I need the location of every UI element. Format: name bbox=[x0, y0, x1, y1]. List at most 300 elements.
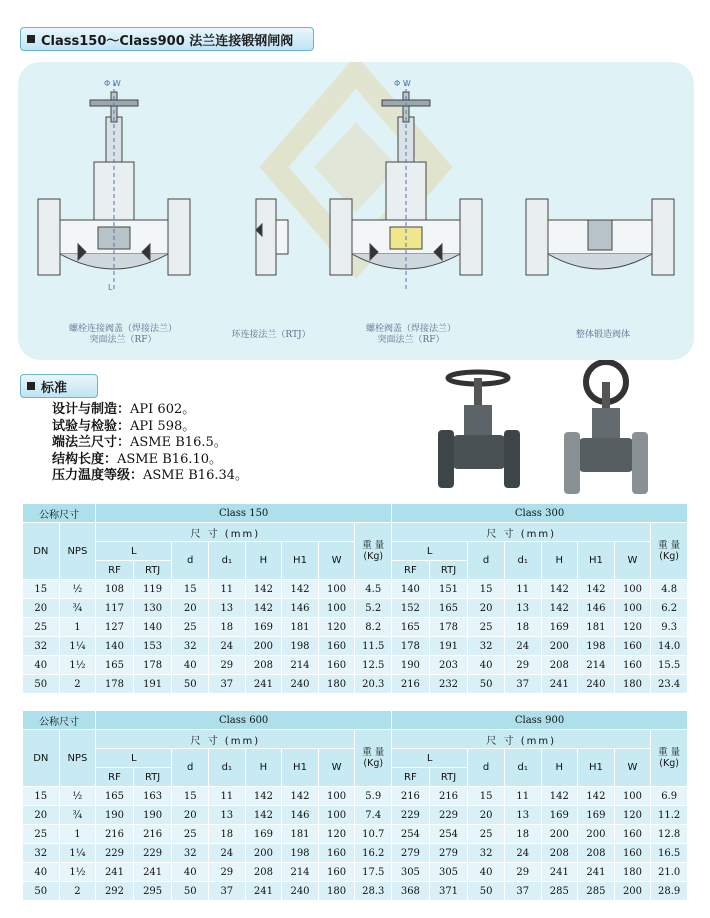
col-rtj: RTJ bbox=[429, 768, 468, 787]
standard-item bbox=[52, 435, 248, 452]
col-d1: d₁ bbox=[504, 749, 541, 787]
table-cell: 24 bbox=[504, 844, 541, 863]
col-h: H bbox=[541, 749, 578, 787]
table-cell: 254 bbox=[429, 825, 468, 844]
table-cell: 198 bbox=[578, 637, 615, 656]
table-cell: 285 bbox=[578, 882, 615, 901]
table-cell: 208 bbox=[541, 656, 578, 675]
table-cell: 40 bbox=[23, 656, 60, 675]
table-cell: 20 bbox=[468, 599, 505, 618]
col-rtj: RTJ bbox=[429, 561, 468, 580]
col-d1: d₁ bbox=[504, 542, 541, 580]
dim-label-w: Φ W bbox=[104, 79, 121, 88]
table-cell: 24 bbox=[209, 637, 246, 656]
table-cell: 191 bbox=[133, 675, 172, 694]
spec-table-class600-900 bbox=[22, 710, 688, 901]
spec-table-class150-300 bbox=[22, 503, 688, 694]
table-cell: 29 bbox=[504, 863, 541, 882]
col-l: L bbox=[392, 542, 468, 561]
table-cell: 1 bbox=[59, 618, 96, 637]
table-cell: 181 bbox=[282, 618, 319, 637]
table-cell: 120 bbox=[318, 825, 355, 844]
table-cell: 305 bbox=[429, 863, 468, 882]
table-cell: 241 bbox=[96, 863, 134, 882]
table-cell: 216 bbox=[133, 825, 172, 844]
col-rtj: RTJ bbox=[133, 561, 172, 580]
table-cell: 29 bbox=[504, 656, 541, 675]
table-cell: 142 bbox=[245, 580, 282, 599]
weight-header-right: 重 量 (Kg) bbox=[651, 523, 688, 580]
table-cell: 100 bbox=[614, 580, 651, 599]
technical-drawing bbox=[18, 62, 694, 360]
valve-section-1 bbox=[38, 82, 190, 292]
col-d: d bbox=[468, 542, 505, 580]
table-row bbox=[23, 882, 688, 901]
table-cell: 29 bbox=[209, 863, 246, 882]
table-row bbox=[23, 806, 688, 825]
dim-label-w-2: Φ W bbox=[394, 79, 411, 88]
table-cell: 241 bbox=[245, 675, 282, 694]
table-cell: 178 bbox=[392, 637, 430, 656]
col-w: W bbox=[614, 749, 651, 787]
table-cell: 191 bbox=[429, 637, 468, 656]
table-cell: 4.8 bbox=[651, 580, 688, 599]
table-cell: 11 bbox=[209, 787, 246, 806]
table-cell: 1¼ bbox=[59, 637, 96, 656]
table-cell: 17.5 bbox=[355, 863, 392, 882]
table-cell: 214 bbox=[282, 863, 319, 882]
table-cell: 200 bbox=[541, 825, 578, 844]
table-cell: 50 bbox=[468, 882, 505, 901]
col-dn: DN bbox=[23, 523, 60, 580]
table-cell: 50 bbox=[23, 882, 60, 901]
class-150-header: Class 150 bbox=[96, 504, 392, 523]
weight-header-left: 重 量 (Kg) bbox=[355, 730, 392, 787]
caption-rtj: 环连接法兰（RTJ） bbox=[231, 330, 311, 340]
table-row bbox=[23, 637, 688, 656]
table-cell: 15 bbox=[172, 787, 209, 806]
table-cell: 181 bbox=[282, 825, 319, 844]
table-cell: 142 bbox=[541, 787, 578, 806]
table-cell: 190 bbox=[96, 806, 134, 825]
table-cell: 142 bbox=[282, 787, 319, 806]
table-cell: 12.5 bbox=[355, 656, 392, 675]
table-cell: 100 bbox=[318, 806, 355, 825]
table-cell: 18 bbox=[209, 618, 246, 637]
table-cell: 216 bbox=[392, 787, 430, 806]
standard-value: API 598。 bbox=[130, 418, 196, 434]
table-cell: 40 bbox=[468, 863, 505, 882]
table-cell: 142 bbox=[245, 599, 282, 618]
table-cell: 15 bbox=[172, 580, 209, 599]
dim-header-left: 尺 寸 (mm) bbox=[96, 523, 355, 542]
valve-photo-1 bbox=[438, 372, 520, 488]
table-cell: 15 bbox=[468, 580, 505, 599]
table-cell: 18 bbox=[504, 825, 541, 844]
table-cell: 18 bbox=[209, 825, 246, 844]
table-cell: 127 bbox=[96, 618, 134, 637]
table-cell: 180 bbox=[318, 675, 355, 694]
table-cell: 20 bbox=[468, 806, 505, 825]
col-d: d bbox=[468, 749, 505, 787]
table-cell: 181 bbox=[578, 618, 615, 637]
table-cell: 11.2 bbox=[651, 806, 688, 825]
table-cell: 203 bbox=[429, 656, 468, 675]
table-cell: 153 bbox=[133, 637, 172, 656]
table-cell: 15 bbox=[23, 580, 60, 599]
table-cell: 216 bbox=[429, 787, 468, 806]
col-nominal-size: 公称尺寸 bbox=[23, 711, 96, 730]
table-cell: 279 bbox=[392, 844, 430, 863]
table-cell: 7.4 bbox=[355, 806, 392, 825]
dim-label-l: L bbox=[108, 283, 113, 292]
table-cell: 241 bbox=[541, 863, 578, 882]
table-cell: 279 bbox=[429, 844, 468, 863]
table-cell: 32 bbox=[172, 637, 209, 656]
table-cell: 100 bbox=[318, 787, 355, 806]
table-cell: 32 bbox=[468, 637, 505, 656]
col-d1: d₁ bbox=[209, 749, 246, 787]
table-cell: 241 bbox=[541, 675, 578, 694]
table-cell: 40 bbox=[23, 863, 60, 882]
table-cell: 368 bbox=[392, 882, 430, 901]
valve-photo-2 bbox=[564, 362, 648, 494]
table-cell: 23.4 bbox=[651, 675, 688, 694]
table-cell: 1½ bbox=[59, 863, 96, 882]
table-row bbox=[23, 656, 688, 675]
standard-label: 试验与检验： bbox=[52, 418, 131, 434]
col-w: W bbox=[318, 749, 355, 787]
table-cell: 40 bbox=[172, 656, 209, 675]
table-cell: 120 bbox=[614, 806, 651, 825]
table-cell: 50 bbox=[23, 675, 60, 694]
table-cell: 4.5 bbox=[355, 580, 392, 599]
table-cell: 117 bbox=[96, 599, 134, 618]
standard-label: 设计与制造： bbox=[52, 402, 131, 417]
table-cell: 229 bbox=[429, 806, 468, 825]
class-300-header: Class 300 bbox=[392, 504, 688, 523]
col-l: L bbox=[96, 749, 172, 768]
table-cell: 120 bbox=[318, 618, 355, 637]
table-cell: 229 bbox=[392, 806, 430, 825]
table-cell: 32 bbox=[23, 844, 60, 863]
table-cell: ¾ bbox=[59, 806, 96, 825]
table-cell: 32 bbox=[468, 844, 505, 863]
table-cell: 25 bbox=[468, 618, 505, 637]
table-cell: 178 bbox=[133, 656, 172, 675]
standard-item bbox=[52, 452, 248, 469]
standard-value: ASME B16.10。 bbox=[117, 451, 223, 467]
table-cell: 254 bbox=[392, 825, 430, 844]
col-l: L bbox=[96, 542, 172, 561]
table-cell: 142 bbox=[541, 599, 578, 618]
table-cell: 160 bbox=[614, 844, 651, 863]
table-cell: 142 bbox=[541, 580, 578, 599]
col-h1: H1 bbox=[282, 749, 319, 787]
table-cell: 28.9 bbox=[651, 882, 688, 901]
table-cell: 15 bbox=[23, 787, 60, 806]
table-cell: 25 bbox=[468, 825, 505, 844]
table-row bbox=[23, 787, 688, 806]
col-h1: H1 bbox=[282, 542, 319, 580]
table-cell: 216 bbox=[392, 675, 430, 694]
standard-item bbox=[52, 468, 248, 485]
caption-bolted-bonnet: 螺栓连接阀盖（焊接法兰） 突面法兰（RF） bbox=[68, 324, 177, 345]
table-cell: 160 bbox=[318, 656, 355, 675]
table-cell: 10.7 bbox=[355, 825, 392, 844]
col-nominal-size: 公称尺寸 bbox=[23, 504, 96, 523]
valve-section-2 bbox=[256, 199, 288, 275]
col-rf: RF bbox=[392, 561, 430, 580]
col-h: H bbox=[245, 749, 282, 787]
standard-label: 端法兰尺寸： bbox=[52, 435, 131, 450]
table-cell: 229 bbox=[96, 844, 134, 863]
table-cell: 142 bbox=[578, 787, 615, 806]
table-cell: 285 bbox=[541, 882, 578, 901]
table-cell: 142 bbox=[282, 580, 319, 599]
table-cell: ½ bbox=[59, 580, 96, 599]
table-cell: 240 bbox=[578, 675, 615, 694]
square-bullet-icon bbox=[27, 382, 35, 390]
dim-header-right: 尺 寸 (mm) bbox=[392, 730, 651, 749]
table-body bbox=[23, 787, 688, 901]
section-title-product bbox=[20, 27, 314, 51]
table-cell: 11 bbox=[209, 580, 246, 599]
table-cell: 130 bbox=[133, 599, 172, 618]
table-row bbox=[23, 844, 688, 863]
table-cell: 140 bbox=[392, 580, 430, 599]
table-cell: 190 bbox=[133, 806, 172, 825]
table-cell: 240 bbox=[282, 882, 319, 901]
table-cell: 15.5 bbox=[651, 656, 688, 675]
table-cell: 160 bbox=[318, 863, 355, 882]
table-cell: 146 bbox=[282, 806, 319, 825]
col-nps: NPS bbox=[59, 523, 96, 580]
table-cell: 24 bbox=[209, 844, 246, 863]
table-cell: 20 bbox=[23, 599, 60, 618]
table-cell: 295 bbox=[133, 882, 172, 901]
table-cell: 163 bbox=[133, 787, 172, 806]
table-cell: 216 bbox=[96, 825, 134, 844]
table-cell: 165 bbox=[429, 599, 468, 618]
col-d1: d₁ bbox=[209, 542, 246, 580]
product-photos bbox=[430, 360, 680, 500]
table-cell: 165 bbox=[392, 618, 430, 637]
table-cell: 11 bbox=[504, 580, 541, 599]
table-cell: 214 bbox=[578, 656, 615, 675]
product-title: Class150～Class900 法兰连接锻钢闸阀 bbox=[41, 33, 294, 49]
table-cell: 20.3 bbox=[355, 675, 392, 694]
table-cell: 140 bbox=[96, 637, 134, 656]
table-cell: 100 bbox=[614, 599, 651, 618]
section-title-standards bbox=[20, 374, 98, 398]
table-cell: 140 bbox=[133, 618, 172, 637]
table-body bbox=[23, 580, 688, 694]
table-cell: 16.2 bbox=[355, 844, 392, 863]
col-nps: NPS bbox=[59, 730, 96, 787]
table-cell: 169 bbox=[541, 806, 578, 825]
table-cell: 120 bbox=[614, 618, 651, 637]
col-h: H bbox=[541, 542, 578, 580]
standard-label: 结构长度： bbox=[52, 451, 118, 467]
table-cell: 146 bbox=[282, 599, 319, 618]
table-cell: 169 bbox=[541, 618, 578, 637]
table-cell: 40 bbox=[468, 656, 505, 675]
table-cell: 37 bbox=[504, 882, 541, 901]
table-cell: 2 bbox=[59, 882, 96, 901]
table-cell: 151 bbox=[429, 580, 468, 599]
table-cell: 50 bbox=[172, 675, 209, 694]
table-cell: 200 bbox=[541, 637, 578, 656]
table-cell: 208 bbox=[245, 656, 282, 675]
table-cell: 20 bbox=[172, 599, 209, 618]
table-cell: 160 bbox=[614, 656, 651, 675]
col-rf: RF bbox=[96, 561, 134, 580]
table-cell: 6.2 bbox=[651, 599, 688, 618]
table-cell: 160 bbox=[614, 637, 651, 656]
table-cell: 16.5 bbox=[651, 844, 688, 863]
table-cell: 18 bbox=[504, 618, 541, 637]
table-cell: 12.8 bbox=[651, 825, 688, 844]
col-h1: H1 bbox=[578, 749, 615, 787]
weight-header-right: 重 量 (Kg) bbox=[651, 730, 688, 787]
table-cell: 29 bbox=[209, 656, 246, 675]
col-l: L bbox=[392, 749, 468, 768]
table-cell: 292 bbox=[96, 882, 134, 901]
table-cell: 40 bbox=[172, 863, 209, 882]
table-cell: 32 bbox=[23, 637, 60, 656]
valve-section-4 bbox=[526, 199, 674, 275]
table-cell: 50 bbox=[172, 882, 209, 901]
table-cell: 232 bbox=[429, 675, 468, 694]
table-cell: 198 bbox=[282, 844, 319, 863]
table-cell: 1 bbox=[59, 825, 96, 844]
table-cell: 200 bbox=[245, 844, 282, 863]
table-cell: 28.3 bbox=[355, 882, 392, 901]
table-row bbox=[23, 580, 688, 599]
table-cell: ¾ bbox=[59, 599, 96, 618]
col-rtj: RTJ bbox=[133, 768, 172, 787]
table-cell: ½ bbox=[59, 787, 96, 806]
table-cell: 371 bbox=[429, 882, 468, 901]
standard-label: 压力温度等级： bbox=[52, 468, 144, 483]
table-cell: 146 bbox=[578, 599, 615, 618]
weight-header-left: 重 量 (Kg) bbox=[355, 523, 392, 580]
table-cell: 13 bbox=[209, 806, 246, 825]
standard-value: API 602。 bbox=[130, 402, 196, 417]
table-cell: 200 bbox=[614, 882, 651, 901]
caption-integral-forged: 整体锻造阀体 bbox=[575, 330, 630, 340]
table-cell: 1¼ bbox=[59, 844, 96, 863]
table-cell: 178 bbox=[429, 618, 468, 637]
table-cell: 165 bbox=[96, 656, 134, 675]
col-h1: H1 bbox=[578, 542, 615, 580]
table-cell: 32 bbox=[172, 844, 209, 863]
table-cell: 178 bbox=[96, 675, 134, 694]
col-h: H bbox=[245, 542, 282, 580]
table-cell: 13 bbox=[504, 806, 541, 825]
table-cell: 305 bbox=[392, 863, 430, 882]
table-cell: 13 bbox=[504, 599, 541, 618]
table-cell: 25 bbox=[172, 825, 209, 844]
standards-title: 标准 bbox=[41, 380, 68, 396]
table-cell: 208 bbox=[245, 863, 282, 882]
col-dn: DN bbox=[23, 730, 60, 787]
table-cell: 208 bbox=[578, 844, 615, 863]
table-cell: 208 bbox=[541, 844, 578, 863]
table-row bbox=[23, 863, 688, 882]
table-cell: 11 bbox=[504, 787, 541, 806]
caption-welded-bonnet: 螺栓阀盖（焊接法兰） 突面法兰（RF） bbox=[365, 324, 456, 345]
class-900-header: Class 900 bbox=[392, 711, 688, 730]
dim-header-right: 尺 寸 (mm) bbox=[392, 523, 651, 542]
table-cell: 165 bbox=[96, 787, 134, 806]
square-bullet-icon bbox=[27, 35, 35, 43]
table-cell: 160 bbox=[614, 825, 651, 844]
col-w: W bbox=[318, 542, 355, 580]
standard-value: ASME B16.34。 bbox=[143, 468, 249, 483]
table-cell: 11.5 bbox=[355, 637, 392, 656]
table-row bbox=[23, 825, 688, 844]
table-cell: 169 bbox=[245, 825, 282, 844]
table-cell: 37 bbox=[209, 882, 246, 901]
table-cell: 200 bbox=[578, 825, 615, 844]
col-d: d bbox=[172, 749, 209, 787]
table-cell: 241 bbox=[133, 863, 172, 882]
table-cell: 190 bbox=[392, 656, 430, 675]
table-cell: 37 bbox=[504, 675, 541, 694]
table-cell: 240 bbox=[282, 675, 319, 694]
table-cell: 50 bbox=[468, 675, 505, 694]
table-cell: 15 bbox=[468, 787, 505, 806]
table-cell: 169 bbox=[245, 618, 282, 637]
col-d: d bbox=[172, 542, 209, 580]
dim-header-left: 尺 寸 (mm) bbox=[96, 730, 355, 749]
table-cell: 20 bbox=[172, 806, 209, 825]
table-cell: 142 bbox=[578, 580, 615, 599]
table-cell: 25 bbox=[172, 618, 209, 637]
valve-drawing-svg bbox=[18, 62, 694, 360]
table-cell: 37 bbox=[209, 675, 246, 694]
table-cell: 241 bbox=[578, 863, 615, 882]
table-cell: 108 bbox=[96, 580, 134, 599]
col-rf: RF bbox=[96, 768, 134, 787]
table-cell: 5.9 bbox=[355, 787, 392, 806]
table-cell: 169 bbox=[578, 806, 615, 825]
standard-value: ASME B16.5。 bbox=[130, 435, 227, 450]
table-cell: 152 bbox=[392, 599, 430, 618]
table-cell: 14.0 bbox=[651, 637, 688, 656]
table-cell: 100 bbox=[318, 580, 355, 599]
table-cell: 100 bbox=[318, 599, 355, 618]
table-cell: 1½ bbox=[59, 656, 96, 675]
table-cell: 142 bbox=[245, 806, 282, 825]
table-cell: 8.2 bbox=[355, 618, 392, 637]
table-cell: 2 bbox=[59, 675, 96, 694]
table-cell: 241 bbox=[245, 882, 282, 901]
table-cell: 160 bbox=[318, 844, 355, 863]
table-cell: 5.2 bbox=[355, 599, 392, 618]
standard-item bbox=[52, 419, 248, 436]
col-w: W bbox=[614, 542, 651, 580]
standards-list bbox=[52, 402, 248, 485]
table-cell: 24 bbox=[504, 637, 541, 656]
table-cell: 25 bbox=[23, 825, 60, 844]
table-cell: 229 bbox=[133, 844, 172, 863]
table-cell: 200 bbox=[245, 637, 282, 656]
table-cell: 180 bbox=[614, 863, 651, 882]
table-cell: 6.9 bbox=[651, 787, 688, 806]
